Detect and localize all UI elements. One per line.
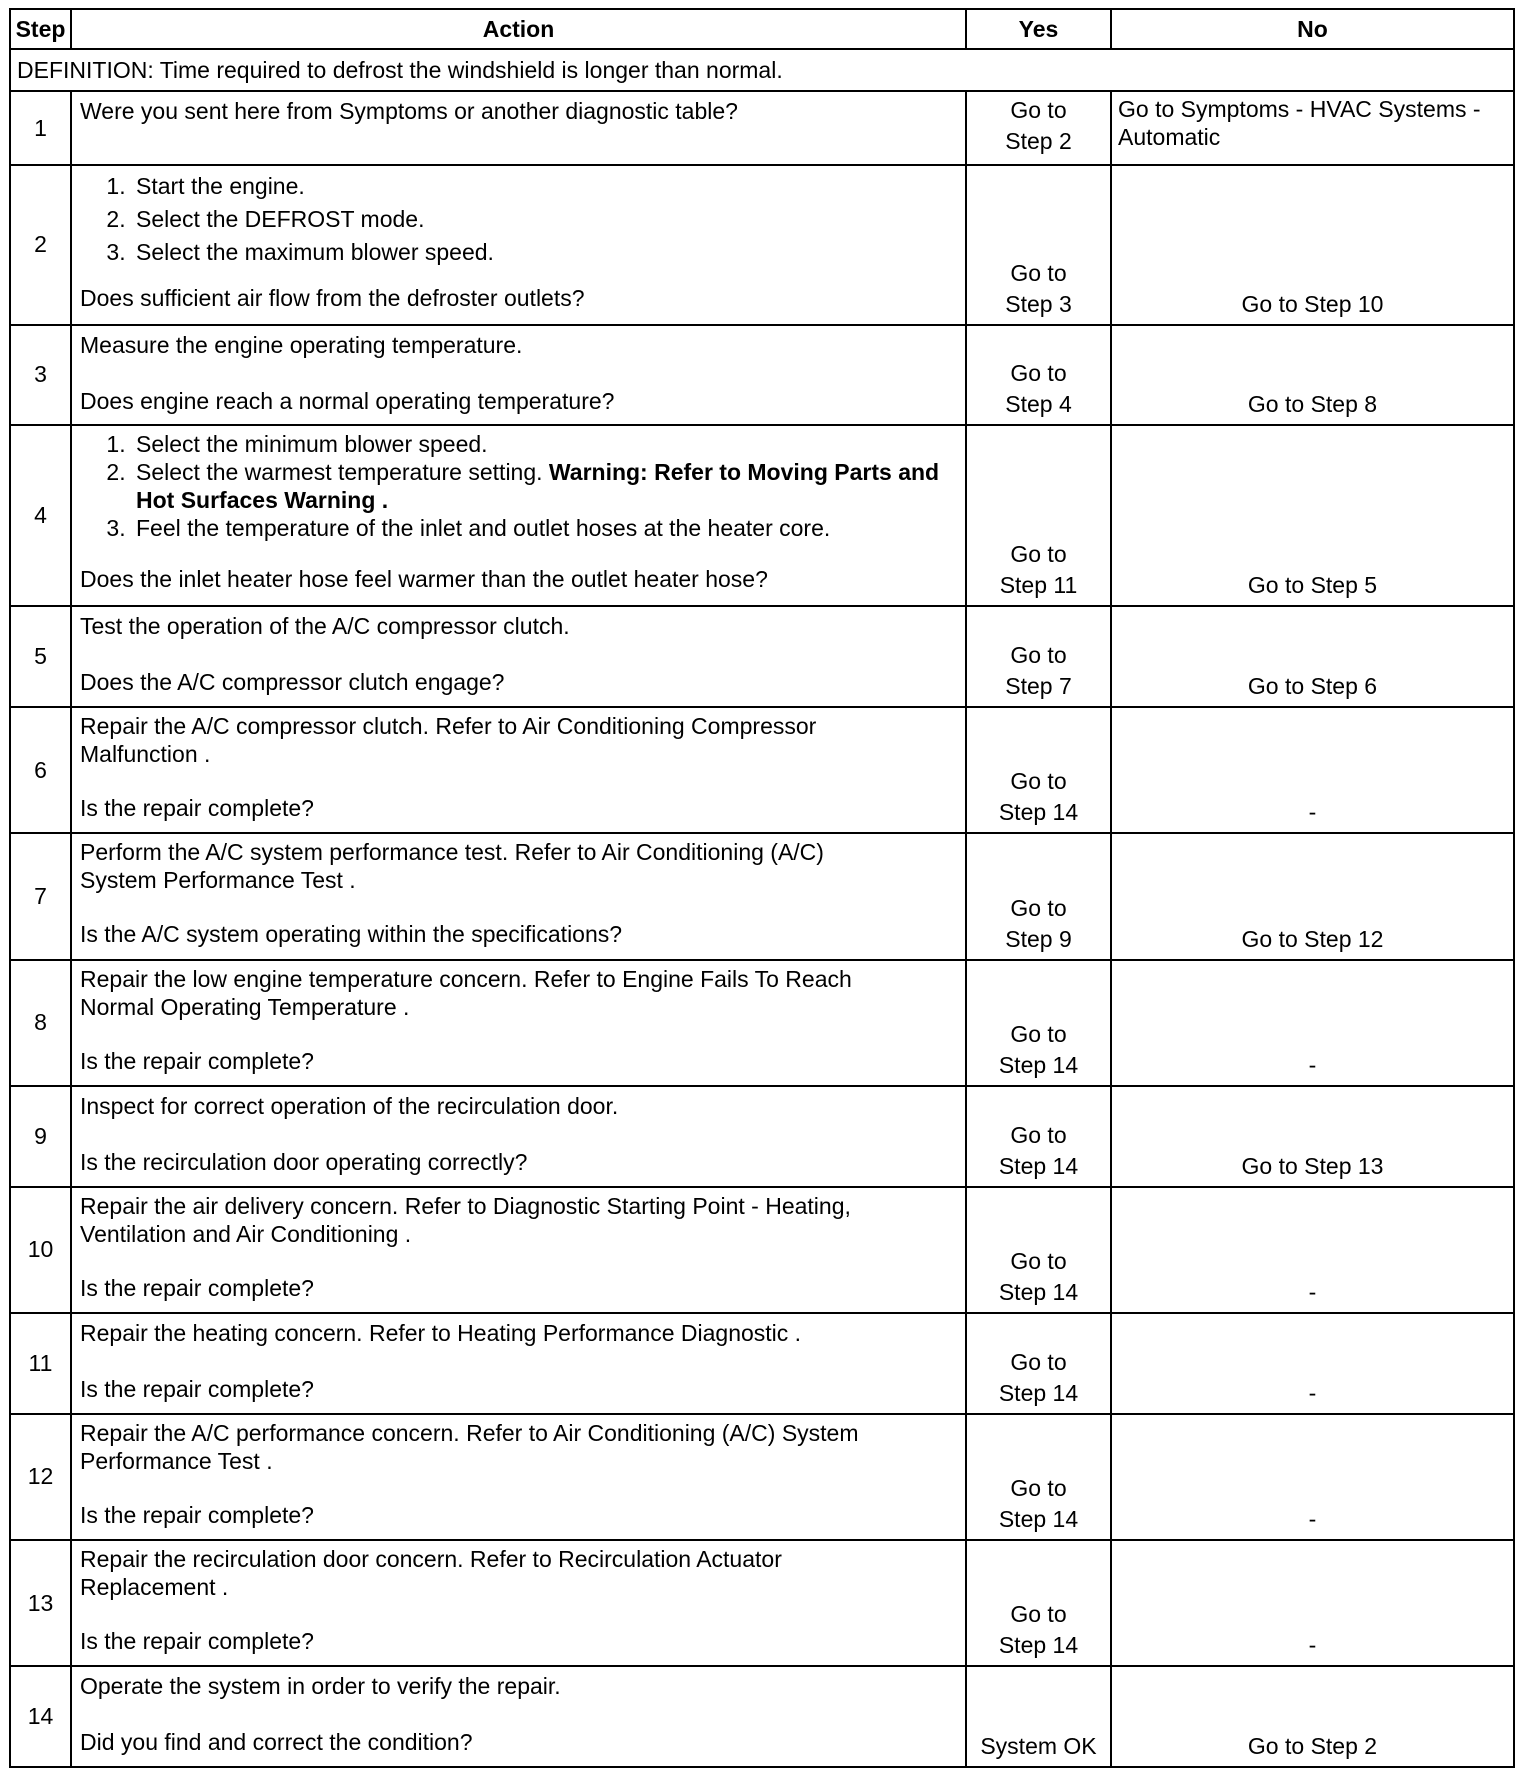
table-row [10,1414,1514,1540]
yes-line: Go to [1010,768,1067,795]
yes-cell [966,606,1111,707]
table-row [10,707,1514,833]
action-cell [71,606,966,707]
yes-line: Step 3 [1005,290,1072,317]
action-text: Inspect for correct operation of the recirculation door. [80,1093,619,1120]
action-text: Normal Operating Temperature . [80,993,410,1020]
yes-line: Step 14 [998,1632,1079,1659]
question-text: Does engine reach a normal operating temperature? [80,387,615,414]
procedure-item: 3. Select the maximum blower speed. [132,236,957,269]
no-cell: Go to Symptoms - HVAC Systems - Automatic [1111,91,1514,165]
no-cell: Go to Step 12 [1111,833,1514,959]
table-row [10,1666,1514,1767]
question-text: Is the recirculation door operating correctly? [80,1149,528,1176]
yes-line: Step 14 [998,1505,1079,1532]
procedure-list [80,170,957,269]
action-text: Malfunction . [80,740,211,767]
question-text: Does sufficient air flow from the defroster outlets? [80,285,585,312]
yes-cell [966,325,1111,426]
no-cell: - [1111,960,1514,1086]
header-action: Action [71,9,966,49]
yes-cell [966,1086,1111,1187]
action-cell [71,707,966,833]
no-cell: Go to Step 5 [1111,425,1514,606]
question-text: Did you find and correct the condition? [80,1729,473,1756]
table-row [10,165,1514,325]
yes-cell [966,1313,1111,1414]
table-row [10,91,1514,165]
action-text: Operate the system in order to verify the repair. [80,1673,561,1700]
table-row [10,325,1514,426]
table-row [10,1540,1514,1666]
yes-line: Go to [1010,1474,1067,1501]
action-text: Performance Test . [80,1447,273,1474]
yes-cell [966,960,1111,1086]
diagnostic-table [9,8,1515,1768]
action-cell [71,1313,966,1414]
action-text: Were you sent here from Symptoms or another diagnostic table? [80,98,738,125]
table-row [10,606,1514,707]
yes-cell [966,833,1111,959]
action-cell [71,1414,966,1540]
yes-line: Step 2 [1005,128,1072,155]
question-text: Does the A/C compressor clutch engage? [80,669,505,696]
procedure-item-text: Select the warmest temperature setting. [136,459,543,486]
yes-cell [966,1187,1111,1313]
no-cell: - [1111,707,1514,833]
action-cell [71,833,966,959]
header-yes: Yes [966,9,1111,49]
step-number: 8 [10,960,71,1086]
yes-line: Go to [1010,1248,1067,1275]
action-text: Ventilation and Air Conditioning . [80,1220,412,1247]
table-row [10,1313,1514,1414]
action-text: Repair the A/C compressor clutch. Refer to Air Conditioning Compressor [80,712,817,739]
action-cell [71,960,966,1086]
yes-line: Go to [1010,1021,1067,1048]
step-number: 9 [10,1086,71,1187]
action-text: Test the operation of the A/C compressor clutch. [80,613,570,640]
procedure-list [80,430,957,542]
table-row [10,1187,1514,1313]
step-number: 6 [10,707,71,833]
action-cell [71,1540,966,1666]
no-cell: - [1111,1187,1514,1313]
step-number: 2 [10,165,71,325]
yes-cell [966,165,1111,325]
yes-line: Go to [1010,97,1067,124]
action-text: Repair the low engine temperature concern. Refer to Engine Fails To Reach [80,965,852,992]
yes-line: Step 14 [998,799,1079,826]
step-number: 14 [10,1666,71,1767]
header-step: Step [10,9,71,49]
action-cell [71,325,966,426]
step-number: 3 [10,325,71,426]
action-text: System Performance Test . [80,867,356,894]
action-text: Repair the air delivery concern. Refer to Diagnostic Starting Point - Heating, [80,1192,851,1219]
yes-cell [966,707,1111,833]
yes-cell [966,1540,1111,1666]
no-cell: - [1111,1414,1514,1540]
question-text: Is the repair complete? [80,1627,314,1654]
no-cell: Go to Step 6 [1111,606,1514,707]
step-number: 7 [10,833,71,959]
table-row [10,960,1514,1086]
yes-line: Step 14 [998,1152,1079,1179]
yes-line: System OK [980,1733,1097,1759]
step-number: 1 [10,91,71,165]
header-row [10,9,1514,49]
table-row [10,425,1514,606]
action-cell [71,1666,966,1767]
question-text: Does the inlet heater hose feel warmer than the outlet heater hose? [80,566,768,593]
yes-cell [966,91,1111,165]
yes-line: Step 14 [998,1279,1079,1306]
yes-line: Go to [1010,641,1067,668]
no-cell: - [1111,1313,1514,1414]
question-text: Is the repair complete? [80,1274,314,1301]
procedure-item: 1. Select the minimum blower speed. [132,430,957,458]
question-text: Is the repair complete? [80,1501,314,1528]
yes-line: Step 14 [998,1052,1079,1079]
question-text: Is the A/C system operating within the specifications? [80,921,623,948]
no-cell: - [1111,1540,1514,1666]
header-no: No [1111,9,1514,49]
question-text: Is the repair complete? [80,794,314,821]
question-text: Is the repair complete? [80,1376,314,1403]
no-cell: Go to Step 10 [1111,165,1514,325]
procedure-item: 3. Feel the temperature of the inlet and outlet hoses at the heater core. [132,514,957,542]
definition-text: DEFINITION: Time required to defrost the windshield is longer than normal. [10,49,1514,91]
procedure-item: 1. Start the engine. [132,170,957,203]
warning-text: Warning: Refer to Moving Parts and Hot Surfaces Warning . [136,459,940,514]
yes-line: Go to [1010,259,1067,286]
yes-line: Go to [1010,1348,1067,1375]
yes-line: Go to [1010,1121,1067,1148]
action-cell [71,91,966,165]
yes-cell [966,1666,1111,1767]
yes-line: Step 9 [1005,925,1072,952]
action-text: Replacement . [80,1573,229,1600]
yes-cell [966,1414,1111,1540]
action-text: Perform the A/C system performance test. Refer to Air Conditioning (A/C) [80,839,824,866]
yes-line: Step 7 [1005,672,1072,699]
yes-line: Go to [1010,1601,1067,1628]
step-number: 4 [10,425,71,606]
definition-row [10,49,1514,91]
yes-line: Step 14 [998,1379,1079,1406]
yes-line: Go to [1010,360,1067,387]
table-row [10,833,1514,959]
step-number: 11 [10,1313,71,1414]
yes-line: Go to [1010,541,1067,568]
procedure-item [132,458,957,514]
table-row [10,1086,1514,1187]
action-text: Repair the heating concern. Refer to Heating Performance Diagnostic . [80,1320,802,1347]
yes-line: Step 11 [999,572,1078,599]
action-text: Repair the recirculation door concern. Refer to Recirculation Actuator [80,1545,782,1572]
yes-line: Step 4 [1005,391,1072,418]
step-number: 12 [10,1414,71,1540]
no-cell: Go to Step 13 [1111,1086,1514,1187]
action-cell [71,1187,966,1313]
action-text: Repair the A/C performance concern. Refer to Air Conditioning (A/C) System [80,1419,859,1446]
step-number: 5 [10,606,71,707]
step-number: 13 [10,1540,71,1666]
action-cell [71,425,966,606]
step-number: 10 [10,1187,71,1313]
question-text: Is the repair complete? [80,1047,314,1074]
yes-line: Go to [1010,894,1067,921]
no-cell: Go to Step 2 [1111,1666,1514,1767]
no-cell: Go to Step 8 [1111,325,1514,426]
action-cell [71,165,966,325]
action-cell [71,1086,966,1187]
action-text: Measure the engine operating temperature. [80,331,523,358]
procedure-item: 2. Select the DEFROST mode. [132,203,957,236]
yes-cell [966,425,1111,606]
